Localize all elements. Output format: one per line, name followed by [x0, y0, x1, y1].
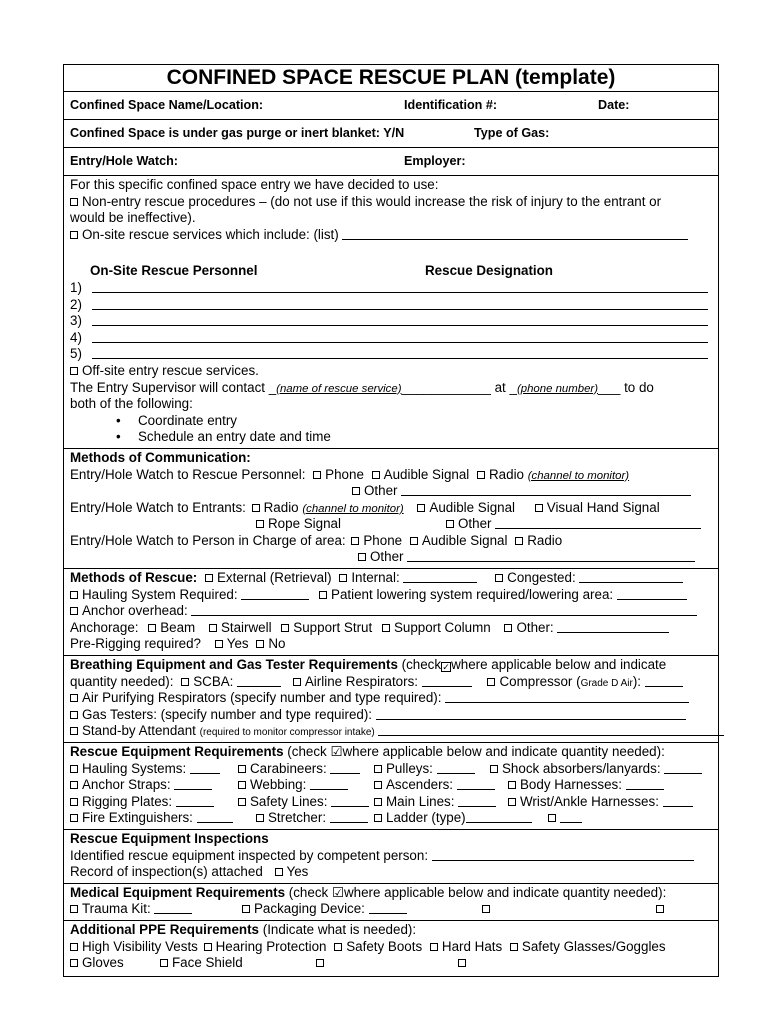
external-checkbox[interactable] [205, 574, 213, 582]
personnel-field[interactable] [92, 297, 708, 310]
compressor-checkbox[interactable] [487, 678, 495, 686]
quantity-label: quantity needed): [70, 673, 174, 689]
equipment-checkbox[interactable] [508, 798, 516, 806]
equipment-field[interactable] [466, 810, 532, 823]
standby-option: Stand-by Attendant [82, 723, 196, 739]
equipment-field[interactable] [457, 777, 495, 790]
equipment-checkbox[interactable] [508, 781, 516, 789]
equipment-checkbox[interactable] [374, 798, 382, 806]
airline-field[interactable] [422, 674, 472, 687]
patient-option: Patient lowering system required/lowering area: [331, 586, 614, 602]
onsite-list-field[interactable] [342, 227, 688, 240]
equipment-checkbox[interactable] [238, 781, 246, 789]
other-field[interactable] [407, 549, 695, 562]
ppe-extra-checkbox[interactable] [458, 959, 466, 967]
phone-checkbox[interactable] [351, 537, 359, 545]
decision-intro: For this specific confined space entry we have decided to use: [70, 177, 439, 192]
bullet-coordinate: • Coordinate entry [138, 413, 237, 430]
personnel-field[interactable] [92, 346, 708, 359]
communication-heading: Methods of Communication: [70, 449, 251, 465]
equipment-checkbox[interactable] [70, 814, 78, 822]
bullet-schedule: • Schedule an entry date and time [138, 429, 331, 446]
check-note: where applicable below and indicate [451, 657, 667, 673]
equipment-item: Pulleys: [386, 760, 433, 776]
radio-option: Radio [527, 532, 563, 548]
scba-option: SCBA: [193, 673, 234, 689]
equipment-checkbox[interactable] [70, 781, 78, 789]
beam-option: Beam [160, 619, 196, 635]
trauma-checkbox[interactable] [70, 905, 78, 913]
compressor-field[interactable] [645, 674, 683, 687]
equipment-field[interactable] [560, 810, 582, 823]
column-checkbox[interactable] [382, 624, 390, 632]
check-note: (check [401, 657, 442, 673]
patient-field[interactable] [617, 587, 687, 600]
inspector-field[interactable] [432, 848, 694, 861]
equipment-item: Ascenders: [386, 777, 453, 793]
radio-option: Radio [263, 499, 299, 515]
equipment-item: Rigging Plates: [82, 793, 173, 809]
congested-option: Congested: [507, 570, 576, 586]
prerigging-label: Pre-Rigging required? [70, 636, 202, 652]
equipment-checkbox[interactable] [374, 781, 382, 789]
personnel-number: 4) [70, 329, 82, 345]
personnel-column-header: On-Site Rescue Personnel [90, 263, 258, 279]
congested-checkbox[interactable] [495, 574, 503, 582]
equipment-item: Anchor Straps: [82, 777, 171, 793]
internal-field[interactable] [403, 570, 477, 583]
identification-label: Identification #: [404, 98, 498, 112]
packaging-checkbox[interactable] [242, 905, 250, 913]
ppe-item: Safety Glasses/Goggles [521, 938, 666, 954]
trauma-option: Trauma Kit: [82, 901, 151, 917]
trauma-field[interactable] [154, 901, 192, 914]
ppe-note: (Indicate what is needed): [262, 921, 417, 937]
internal-checkbox[interactable] [339, 574, 347, 582]
entry-watch-label: Entry/Hole Watch: [70, 154, 178, 168]
medical-section [64, 883, 718, 920]
onsite-checkbox[interactable] [70, 231, 78, 239]
column-option: Support Column [393, 619, 491, 635]
other-option: Other [458, 516, 492, 532]
packaging-field[interactable] [369, 901, 407, 914]
equipment-field[interactable] [197, 810, 233, 823]
channel-field[interactable]: (channel to monitor) [302, 502, 404, 515]
anchor-overhead-checkbox[interactable] [70, 607, 78, 615]
name-location-label: Confined Space Name/Location: [70, 98, 264, 112]
ppe-item: Safety Boots [346, 938, 423, 954]
ppe-section [64, 920, 718, 976]
other-field[interactable] [401, 483, 691, 496]
identified-label: Identified rescue equipment inspected by competent person: [70, 847, 429, 863]
checkmark-icon: ✓ [442, 662, 450, 673]
anchor-overhead-field[interactable] [191, 603, 697, 616]
gas-tester-option: Gas Testers: (specify number and type required): [82, 706, 373, 722]
equipment-checkbox[interactable] [490, 765, 498, 773]
inspections-heading: Rescue Equipment Inspections [70, 830, 269, 846]
grade-note: Grade D Air [580, 677, 633, 689]
rope-option: Rope Signal [268, 516, 341, 532]
equipment-item: Main Lines: [386, 793, 455, 809]
phone-option: Phone [325, 466, 364, 482]
record-yes-option: Yes [286, 864, 309, 880]
equipment-checkbox[interactable] [70, 798, 78, 806]
no-option: No [268, 636, 286, 652]
ppe-extra-checkbox[interactable] [316, 959, 324, 967]
equipment-item: Stretcher: [268, 810, 327, 826]
both-of-text: both of the following: [70, 396, 193, 412]
equipment-item: Body Harnesses: [520, 777, 622, 793]
equipment-item: Wrist/Ankle Harnesses: [520, 793, 659, 809]
rescue-equipment-section [64, 742, 718, 829]
ppe-item: Face Shield [172, 955, 243, 971]
rescue-decision-section: For this specific confined space entry we have decided to use: Non-entry rescue procedures – (do not use if this would increase the risk of injury to the entrant or would be ineffective). On-site rescue services which include: (list) On-Site Rescue Personnel Rescue Designation 1) 2) 3) 4) 5) Off-site entry rescue services. The Entry Supervisor will contact _(name of rescue service)____________ at _(phone number)___ to do both of the following: • Coordinate entry • Schedule an entry date and time [64, 175, 718, 448]
other-checkbox[interactable] [352, 487, 360, 495]
non-entry-text-2: would be ineffective). [70, 210, 196, 226]
yes-option: Yes [226, 636, 249, 652]
date-label: Date: [598, 98, 630, 112]
hauling-field[interactable] [241, 587, 309, 600]
rescue-methods-section [64, 568, 718, 655]
audible-checkbox[interactable] [417, 504, 425, 512]
external-option: External (Retrieval) [216, 570, 332, 586]
other-field[interactable] [495, 516, 701, 529]
compressor-option: Compressor ( [499, 673, 581, 689]
phone-option: Phone [363, 532, 403, 548]
equipment-field[interactable] [310, 777, 348, 790]
equipment-heading: Rescue Equipment Requirements [70, 744, 284, 759]
beam-checkbox[interactable] [148, 624, 156, 632]
equipment-checkbox[interactable] [256, 814, 264, 822]
ppe-checkbox[interactable] [510, 943, 518, 951]
other-option: Other: [516, 619, 554, 635]
non-entry-checkbox[interactable] [70, 198, 78, 206]
hauling-checkbox[interactable] [70, 591, 78, 599]
non-entry-text: Non-entry rescue procedures – (do not use if this would increase the risk of injury to the entrant or [82, 193, 662, 209]
audible-option: Audible Signal [383, 466, 470, 482]
gas-tester-checkbox[interactable] [70, 711, 78, 719]
equipment-checkbox[interactable] [238, 765, 246, 773]
onsite-text: On-site rescue services which include: (list) [82, 226, 339, 242]
personnel-list [70, 280, 712, 363]
internal-option: Internal: [351, 570, 400, 586]
congested-field[interactable] [579, 570, 683, 583]
record-label: Record of inspection(s) attached [70, 864, 263, 880]
patient-checkbox[interactable] [319, 591, 327, 599]
offsite-checkbox[interactable] [70, 367, 78, 375]
equipment-item: Carabineers: [250, 760, 327, 776]
visual-option: Visual Hand Signal [546, 499, 660, 515]
radio-option: Radio [489, 466, 524, 482]
hauling-option: Hauling System Required: [82, 586, 238, 602]
ppe-item: Gloves [82, 955, 124, 971]
equipment-checkbox[interactable] [548, 814, 556, 822]
channel-field[interactable]: (channel to monitor) [527, 469, 630, 482]
equipment-field[interactable] [331, 794, 369, 807]
equipment-checkbox[interactable] [374, 814, 382, 822]
comm-rescue-label: Entry/Hole Watch to Rescue Personnel: [70, 466, 306, 482]
at-text: at _ [494, 379, 517, 395]
breathing-section [64, 655, 718, 742]
stairwell-checkbox[interactable] [209, 624, 217, 632]
equipment-field[interactable] [176, 794, 214, 807]
scba-checkbox[interactable] [181, 678, 189, 686]
standby-field[interactable] [378, 723, 724, 736]
phone-checkbox[interactable] [313, 471, 321, 479]
equipment-checkbox[interactable] [70, 765, 78, 773]
gas-purge-label: Confined Space is under gas purge or inert blanket: Y/N [70, 126, 405, 140]
equipment-field[interactable] [626, 777, 664, 790]
type-of-gas-label: Type of Gas: [474, 126, 550, 140]
personnel-number: 3) [70, 313, 82, 329]
standby-note: (required to monitor compressor intake) [199, 727, 375, 739]
equipment-field[interactable] [437, 761, 475, 774]
gas-tester-field[interactable] [376, 707, 686, 720]
ppe-heading: Additional PPE Requirements [70, 921, 259, 937]
ppe-checkbox[interactable] [204, 943, 212, 951]
personnel-number: 1) [70, 279, 82, 295]
supervisor-text: The Entry Supervisor will contact _ [70, 379, 277, 395]
personnel-number: 5) [70, 346, 82, 362]
employer-label: Employer: [404, 154, 466, 168]
rescue-service-field[interactable]: (name of rescue service) [276, 382, 402, 395]
ppe-item: High Visibility Vests [82, 938, 198, 954]
ppe-checkbox[interactable] [160, 959, 168, 967]
equipment-field[interactable] [663, 794, 693, 807]
personnel-field[interactable] [92, 313, 708, 326]
airline-checkbox[interactable] [293, 678, 301, 686]
other-field[interactable] [557, 620, 669, 633]
rescue-plan-form [63, 64, 719, 977]
inspections-section [64, 829, 718, 883]
header-row-2 [64, 119, 718, 147]
medical-note: (check ☑where applicable below and indicate quantity needed): [288, 884, 667, 900]
page-title: CONFINED SPACE RESCUE PLAN (template) [166, 66, 616, 89]
radio-checkbox[interactable] [252, 504, 260, 512]
audible-option: Audible Signal [421, 532, 508, 548]
yes-checkbox[interactable] [215, 640, 223, 648]
apr-field[interactable] [445, 690, 689, 703]
designation-column-header: Rescue Designation [425, 263, 553, 279]
equipment-field[interactable] [190, 761, 220, 774]
medical-extra-checkbox[interactable] [656, 905, 664, 913]
equipment-item: Hauling Systems: [82, 760, 187, 776]
audible-checkbox[interactable] [410, 537, 418, 545]
comm-entrants-label: Entry/Hole Watch to Entrants: [70, 499, 246, 515]
rope-checkbox[interactable] [256, 520, 264, 528]
scba-field[interactable] [237, 674, 281, 687]
personnel-number: 2) [70, 296, 82, 312]
radio-checkbox[interactable] [477, 471, 485, 479]
equipment-item: Webbing: [250, 777, 307, 793]
equipment-item: Shock absorbers/lanyards: [502, 760, 661, 776]
medical-heading: Medical Equipment Requirements [70, 884, 286, 900]
stairwell-option: Stairwell [220, 619, 272, 635]
visual-checkbox[interactable] [535, 504, 543, 512]
phone-number-field[interactable]: (phone number) [516, 382, 598, 395]
header-row-3 [64, 147, 718, 175]
header-row-1 [64, 91, 718, 119]
equipment-checkbox[interactable] [238, 798, 246, 806]
equipment-item: Ladder (type) [386, 810, 466, 826]
ppe-checkbox[interactable] [70, 959, 78, 967]
equipment-checkbox[interactable] [374, 765, 382, 773]
apr-checkbox[interactable] [70, 694, 78, 702]
equipment-field[interactable] [330, 810, 368, 823]
other-option: Other [370, 549, 404, 565]
equipment-field[interactable] [458, 794, 496, 807]
other-checkbox[interactable] [446, 520, 454, 528]
ppe-checkbox[interactable] [70, 943, 78, 951]
no-checkbox[interactable] [256, 640, 264, 648]
equipment-field[interactable] [664, 761, 702, 774]
personnel-field[interactable] [92, 280, 708, 293]
to-do-text: to do [624, 379, 654, 395]
medical-extra-checkbox[interactable] [482, 905, 490, 913]
rescue-heading: Methods of Rescue: [70, 570, 198, 586]
equipment-field[interactable] [174, 777, 212, 790]
radio-checkbox[interactable] [515, 537, 523, 545]
personnel-field[interactable] [92, 330, 708, 343]
compressor-end: ): [632, 673, 642, 689]
audible-option: Audible Signal [429, 499, 516, 515]
ppe-item: Hard Hats [441, 938, 503, 954]
packaging-option: Packaging Device: [254, 901, 365, 917]
comm-person-label: Entry/Hole Watch to Person in Charge of area: [70, 532, 346, 548]
record-yes-checkbox[interactable] [275, 868, 283, 876]
airline-option: Airline Respirators: [304, 673, 418, 689]
standby-checkbox[interactable] [70, 727, 78, 735]
strut-checkbox[interactable] [281, 624, 289, 632]
communication-section [64, 448, 718, 568]
ppe-item: Hearing Protection [215, 938, 327, 954]
breathing-heading: Breathing Equipment and Gas Tester Requirements [70, 657, 398, 673]
audible-checkbox[interactable] [372, 471, 380, 479]
anchor-overhead-option: Anchor overhead: [82, 603, 188, 619]
equipment-item: Fire Extinguishers: [82, 810, 193, 826]
equipment-note: (check ☑where applicable below and indicate quantity needed): [287, 744, 665, 759]
ppe-checkbox[interactable] [430, 943, 438, 951]
strut-option: Support Strut [293, 619, 373, 635]
equipment-item: Safety Lines: [250, 793, 328, 809]
other-checkbox[interactable] [358, 553, 366, 561]
other-checkbox[interactable] [504, 624, 512, 632]
offsite-text: Off-site entry rescue services. [82, 362, 259, 378]
other-option: Other [364, 483, 398, 499]
ppe-checkbox[interactable] [334, 943, 342, 951]
apr-option: Air Purifying Respirators (specify number and type required): [82, 690, 442, 706]
equipment-field[interactable] [330, 761, 360, 774]
anchorage-label: Anchorage: [70, 619, 139, 635]
